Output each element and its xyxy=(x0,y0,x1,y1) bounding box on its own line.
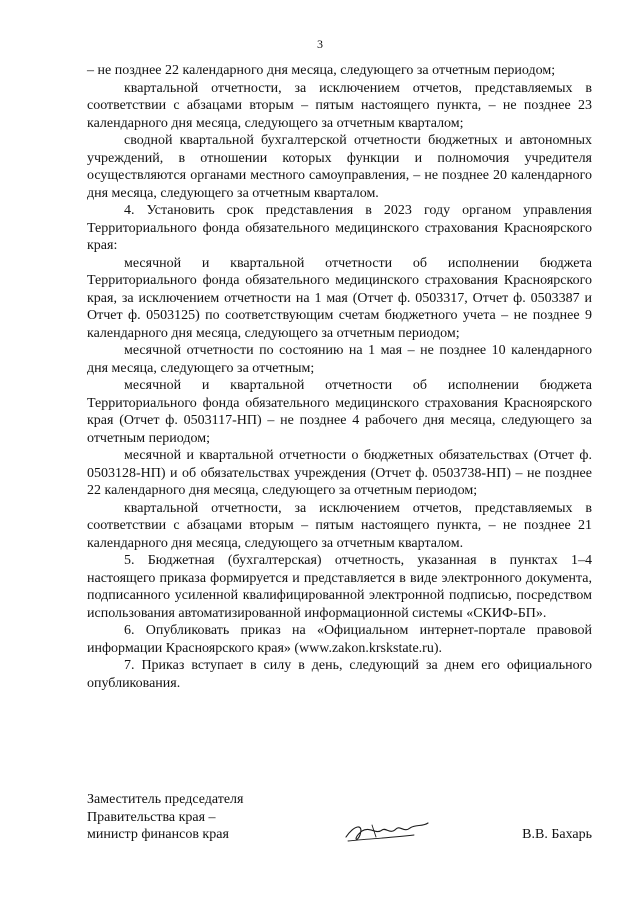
paragraph: 5. Бюджетная (бухгалтерская) отчетность, указанная в пунктах 1–4 настоящего приказа формируется и представляется в виде электронного документа, подписанного усиленной квалифицированной электронной подписью, посредством использования автоматизированной информационной системы «СКИФ-БП». xyxy=(87,553,592,621)
paragraph: квартальной отчетности, за исключением отчетов, представляемых в соответствии с абзацами вторым – пятым настоящего пункта, – не позднее 23 календарного дня месяца, следующего за отчетным кварталом; xyxy=(87,80,592,131)
paragraph: – не позднее 22 календарного дня месяца, следующего за отчетным периодом; xyxy=(87,63,556,78)
signer-title-line: министр финансов края xyxy=(87,827,229,842)
paragraph: месячной и квартальной отчетности об исполнении бюджета Территориального фонда обязательного медицинского страхования Красноярского края (Отчет ф. 0503117-НП) – не позднее 4 рабочего дня месяца, следующего за отчетным периодом; xyxy=(87,378,592,446)
paragraph: месячной отчетности по состоянию на 1 мая – не позднее 10 календарного дня месяца, следующего за отчетным; xyxy=(87,343,592,376)
handwritten-signature xyxy=(342,817,432,847)
page-number: 3 xyxy=(317,37,323,51)
paragraph: 6. Опубликовать приказ на «Официальном интернет-портале правовой информации Красноярского края» (www.zakon.krskstate.ru). xyxy=(87,623,592,656)
signer-title-line: Правительства края – xyxy=(87,809,216,825)
paragraph: сводной квартальной бухгалтерской отчетности бюджетных и автономных учреждений, в отношении которых функции и полномочия учредителя осуществляются органами местного самоуправления, – не позднее 20 календарного дня месяца, следующего за отчетным кварталом. xyxy=(87,133,592,201)
paragraph: 4. Установить срок представления в 2023 году органом управления Территориального фонда обязательного медицинского страхования Красноярского края: xyxy=(87,203,592,253)
document-body xyxy=(87,62,592,692)
signature-block xyxy=(87,791,592,851)
paragraph: 7. Приказ вступает в силу в день, следующий за днем его официального опубликования. xyxy=(87,658,592,691)
paragraph: квартальной отчетности, за исключением отчетов, представляемых в соответствии с абзацами вторым – пятым настоящего пункта, – не позднее 21 календарного дня месяца, следующего за отчетным кварталом. xyxy=(87,500,592,551)
paragraph: месячной и квартальной отчетности об исполнении бюджета Территориального фонда обязательного медицинского страхования Красноярского края, за исключением отчетности на 1 мая (Отчет ф. 0503317, Отчет ф. 0503387 и Отчет ф. 0503125) по соответствующим счетам бюджетного учета – не позднее 9 календарного дня месяца, следующего за отчетным периодом; xyxy=(87,255,592,341)
paragraph: месячной и квартальной отчетности о бюджетных обязательствах (Отчет ф. 0503128-НП) и об обязательствах учреждения (Отчет ф. 0503738-НП) – не позднее 22 календарного дня месяца, следующего за отчетным периодом; xyxy=(87,448,592,498)
signer-title-line: Заместитель председателя xyxy=(87,792,244,807)
signer-name: В.В. Бахарь xyxy=(522,827,592,842)
